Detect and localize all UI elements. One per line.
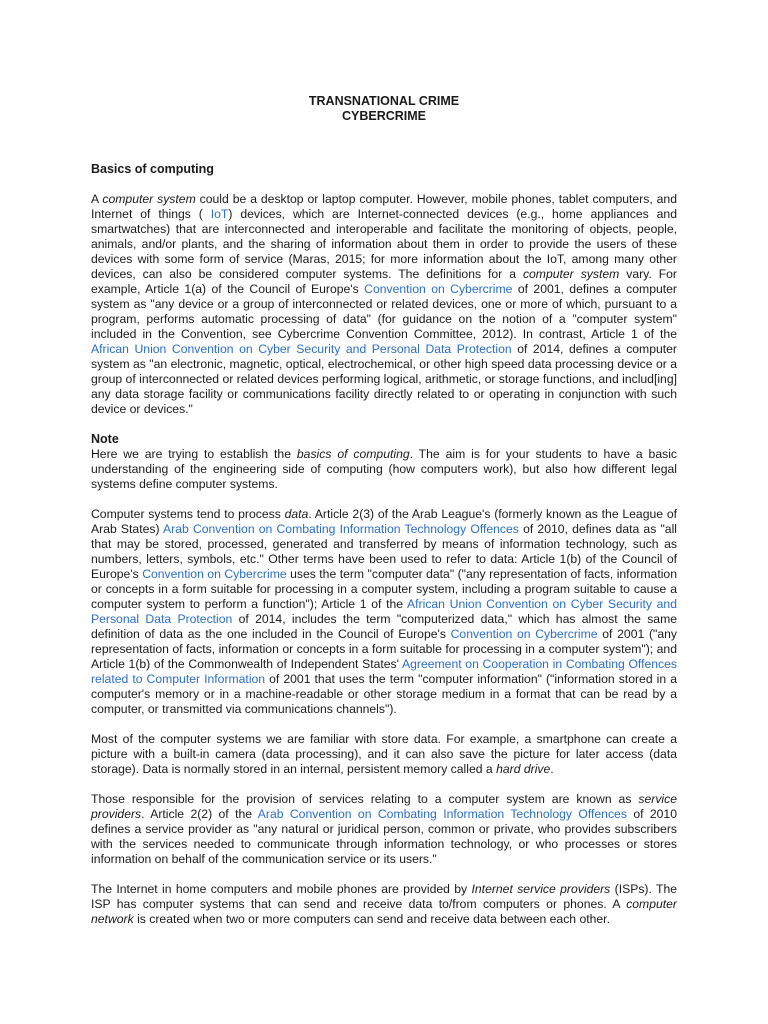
p3-emphasis: hard drive [496, 762, 551, 776]
p1-text: vary. For example, Article 1(a) of the Council of Europe's [91, 267, 677, 296]
p5-text: is created when two or more computers can send and receive data between each other. [133, 912, 610, 926]
convention-cybercrime-link[interactable]: Convention on Cybercrime [364, 282, 513, 296]
title-line-1: TRANSNATIONAL CRIME [308, 94, 460, 108]
p1-text: A [91, 192, 103, 206]
p2-text: Computer systems tend to process [91, 507, 285, 521]
p2-emphasis: data [284, 507, 309, 521]
document-title [91, 94, 677, 124]
paragraph-isp [91, 882, 677, 927]
p1-text: of 2014, defines a computer system as "an electronic, magnetic, optical, electrochemical, or other high speed data processing device or a group of interconnected or related devices performing logical, arithmetic, or storage functions, and includ[ing] any data storage facility or communications facility directly related to or operating in conjunction with such device or devices." [91, 342, 677, 416]
p4-text: . Article 2(2) of the [141, 807, 258, 821]
p2-text: of 2010, defines data as "all that may be stored, processed, generated and transferred by means of information technology, such as numbers, letters, symbols, etc." Other terms have been used to refer to data: Article 1(b) of the Council of Europe's [91, 522, 677, 581]
p4-text: of 2010 defines a service provider as "any natural or juridical person, common or private, who provides subscribers with the services needed to communicate through information technology, or who processes or stores information on behalf of the communication service or its users." [91, 807, 677, 866]
p1-text: could be a desktop or laptop computer. However, mobile phones, tablet computers, and Internet of things ( [91, 192, 677, 221]
p2-text: uses the term "computer data" ("any representation of facts, information or concepts in a form suitable for processing in a computer system, including a program suitable to cause a computer system to perform a function"); Article 1 of the [91, 567, 677, 611]
p1-emphasis: computer system [522, 267, 620, 281]
p5-emphasis: Internet service providers [471, 882, 611, 896]
cis-agreement-link[interactable]: Agreement on Cooperation in Combating Offences related to Computer Information [91, 657, 678, 686]
paragraph-computer-system [91, 192, 677, 417]
african-union-convention-link[interactable]: African Union Convention on Cyber Security and Personal Data Protection [91, 342, 512, 356]
note-heading: Note [91, 432, 119, 446]
p1-emphasis: computer system [102, 192, 196, 206]
document-content [91, 94, 677, 927]
african-union-convention-link[interactable]: African Union Convention on Cyber Security and Personal Data Protection [91, 597, 677, 626]
note-text: . The aim is for your students to have a basic understanding of the engineering side of computing (how computers work), but also how different legal systems define computer systems. [91, 447, 677, 491]
p5-text: (ISPs). The ISP has computer systems that can send and receive data to/from computers or phones. A [91, 882, 678, 911]
p1-text: of 2001, defines a computer system as "any device or a group of interconnected or related devices, one or more of which, pursuant to a program, performs automatic processing of data" (for guidance on the notion of a "computer system" included in the Convention, see Cybercrime Convention Committee, 2012). In contrast, Article 1 of the [91, 282, 677, 341]
p4-emphasis: service providers [91, 792, 677, 821]
p2-text: of 2014, includes the term "computerized data," which has almost the same definition of data as the one included in the Council of Europe's [91, 612, 677, 641]
title-line-2: CYBERCRIME [341, 109, 427, 123]
arab-convention-link[interactable]: Arab Convention on Combating Information Technology Offences [163, 522, 519, 536]
p2-text: . Article 2(3) of the Arab League's (formerly known as the League of Arab States) [91, 507, 677, 536]
iot-link[interactable]: IoT [210, 207, 229, 221]
p5-emphasis: computer network [91, 897, 677, 926]
section-heading: Basics of computing [91, 162, 214, 176]
p4-text: Those responsible for the provision of services relating to a computer system are known as [91, 792, 639, 806]
p3-text: Most of the computer systems we are familiar with store data. For example, a smartphone can create a picture with a built-in camera (data processing), and it can also save the picture for later access (data storage). Data is normally stored in an internal, persistent memory called a [91, 732, 677, 776]
note-emphasis: basics of computing [296, 447, 410, 461]
p2-text: of 2001 ("any representation of facts, information or concepts in a form suitable for processing in a computer system"); and Article 1(b) of the Commonwealth of Independent States' [91, 627, 677, 671]
paragraph-service-providers [91, 792, 677, 867]
convention-cybercrime-link[interactable]: Convention on Cybercrime [142, 567, 287, 581]
p5-text: The Internet in home computers and mobile phones are provided by [91, 882, 472, 896]
p3-text: . [550, 762, 554, 776]
p1-text: ) devices, which are Internet-connected devices (e.g., home appliances and smartwatches) that are interconnected and interoperable and facilitate the monitoring of objects, people, animals, and/or plants, and the sharing of information about them in order to provide the users of these devices with some form of service (Maras, 2015; for more information about the IoT, among many other devices, can also be considered computer systems. The definitions for a [91, 207, 677, 281]
paragraph-storage [91, 732, 677, 777]
p2-text: of 2001 that uses the term "computer information" ("information stored in a computer's memory or in a machine-readable or other storage medium in a format that can be read by a computer, or transmitted via communications channels"). [91, 672, 677, 716]
arab-convention-link[interactable]: Arab Convention on Combating Information Technology Offences [257, 807, 627, 821]
convention-cybercrime-link[interactable]: Convention on Cybercrime [450, 627, 598, 641]
note-text: Here we are trying to establish the [91, 447, 297, 461]
paragraph-data [91, 507, 677, 717]
paragraph-note [91, 447, 677, 492]
